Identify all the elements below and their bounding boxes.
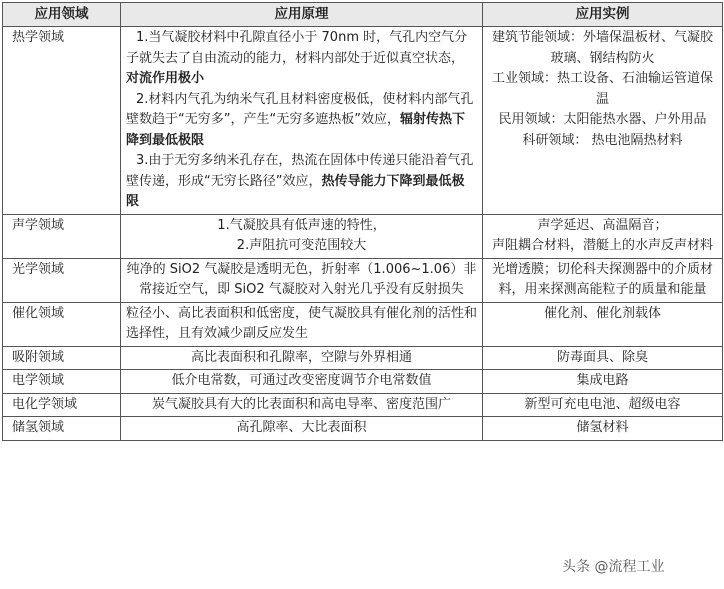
table-row-thermal xyxy=(3,27,723,215)
domain-cell: 光学领域 xyxy=(3,258,121,302)
principle-cell xyxy=(121,214,483,258)
principle-cell: 高比表面积和孔隙率，空隙与外界相通 xyxy=(121,346,483,370)
header-row xyxy=(3,3,723,27)
principle-text: 1.当气凝胶材料中孔隙直径小于 70nm 时，气孔内空气分子就失去了自由流动的能力，材料内部处于近似真空状态， xyxy=(126,30,468,66)
example-cell: 防毒面具、除臭 xyxy=(483,346,723,370)
principle-cell: 炭气凝胶具有大的比表面积和高电导率、密度范围广 xyxy=(121,393,483,417)
domain-cell: 储氢领域 xyxy=(3,417,121,441)
example-cell: 催化剂、催化剂载体 xyxy=(483,302,723,346)
domain-cell: 电学领域 xyxy=(3,370,121,394)
table-row-optical xyxy=(3,258,723,302)
example-cell: 光增透膜；切伦科夫探测器中的介质材料，用来探测高能粒子的质量和能量 xyxy=(483,258,723,302)
example-cell xyxy=(483,214,723,258)
example-cell xyxy=(483,27,723,215)
principle-item-1 xyxy=(126,28,477,90)
principle-cell: 高孔隙率、大比表面积 xyxy=(121,417,483,441)
watermark: 头条 @流程工业 xyxy=(562,559,665,575)
example-item: 声阻耦合材料，潜艇上的水声反声材料 xyxy=(491,238,713,253)
header-principle: 应用原理 xyxy=(121,3,483,27)
domain-cell: 吸附领域 xyxy=(3,346,121,370)
principle-cell: 低介电常数，可通过改变密度调节介电常数值 xyxy=(121,370,483,394)
example-item: 科研领域： 热电池隔热材料 xyxy=(522,132,683,148)
principle-cell: 纯净的 SiO2 气凝胶是透明无色，折射率（1.006~1.06）非常接近空气，即 SiO2 气凝胶对入射光几乎没有反射损失 xyxy=(121,258,483,302)
table-row-acoustic xyxy=(3,214,723,258)
table-row-hydrogen xyxy=(3,417,723,441)
principle-text: 2.材料内气孔为纳米气孔且材料密度极低，使材料内部气孔壁数趋于“无穷多”，产生“无穷多遮热板”效应， xyxy=(126,91,474,127)
domain-cell: 电化学领域 xyxy=(3,393,121,417)
header-example: 应用实例 xyxy=(483,3,723,27)
header-domain: 应用领域 xyxy=(3,3,121,27)
example-item: 建筑节能领域：外墙保温板材、气凝胶玻璃、钢结构防火 xyxy=(491,30,713,66)
example-cell: 储氢材料 xyxy=(483,417,723,441)
table-row-electrical xyxy=(3,370,723,394)
example-item: 工业领域：热工设备、石油输运管道保温 xyxy=(491,71,713,107)
example-item: 声学延迟、高温隔音； xyxy=(537,217,668,233)
domain-cell: 热学领域 xyxy=(3,27,121,215)
principle-cell xyxy=(121,27,483,215)
domain-cell: 声学领域 xyxy=(3,214,121,258)
aerogel-application-table xyxy=(2,2,723,441)
principle-item: 2.声阻抗可变范围较大 xyxy=(236,238,367,253)
principle-highlight: 热传导能力下降到最低极限 xyxy=(126,173,465,209)
principle-highlight: 对流作用极小 xyxy=(126,71,205,86)
table-row-adsorption xyxy=(3,346,723,370)
domain-cell: 催化领域 xyxy=(3,302,121,346)
table-row-catalysis xyxy=(3,302,723,346)
example-item: 民用领域：太阳能热水器、户外用品 xyxy=(498,112,707,127)
table-row-electrochemical xyxy=(3,393,723,417)
principle-item-3 xyxy=(126,151,477,213)
example-cell: 集成电路 xyxy=(483,370,723,394)
principle-cell: 粒径小、高比表面积和低密度，使气凝胶具有催化剂的活性和选择性，且有效减少副反应发生 xyxy=(121,302,483,346)
principle-text: 3.由于无穷多纳米孔存在，热流在固体中传递只能沿着气孔壁传递，形成“无穷长路径”效应， xyxy=(126,153,474,189)
example-cell: 新型可充电电池、超级电容 xyxy=(483,393,723,417)
principle-highlight: 辐射传热下降到最低极限 xyxy=(126,112,465,148)
principle-item: 1.气凝胶具有低声速的特性， xyxy=(217,217,386,233)
principle-item-2 xyxy=(126,90,477,152)
